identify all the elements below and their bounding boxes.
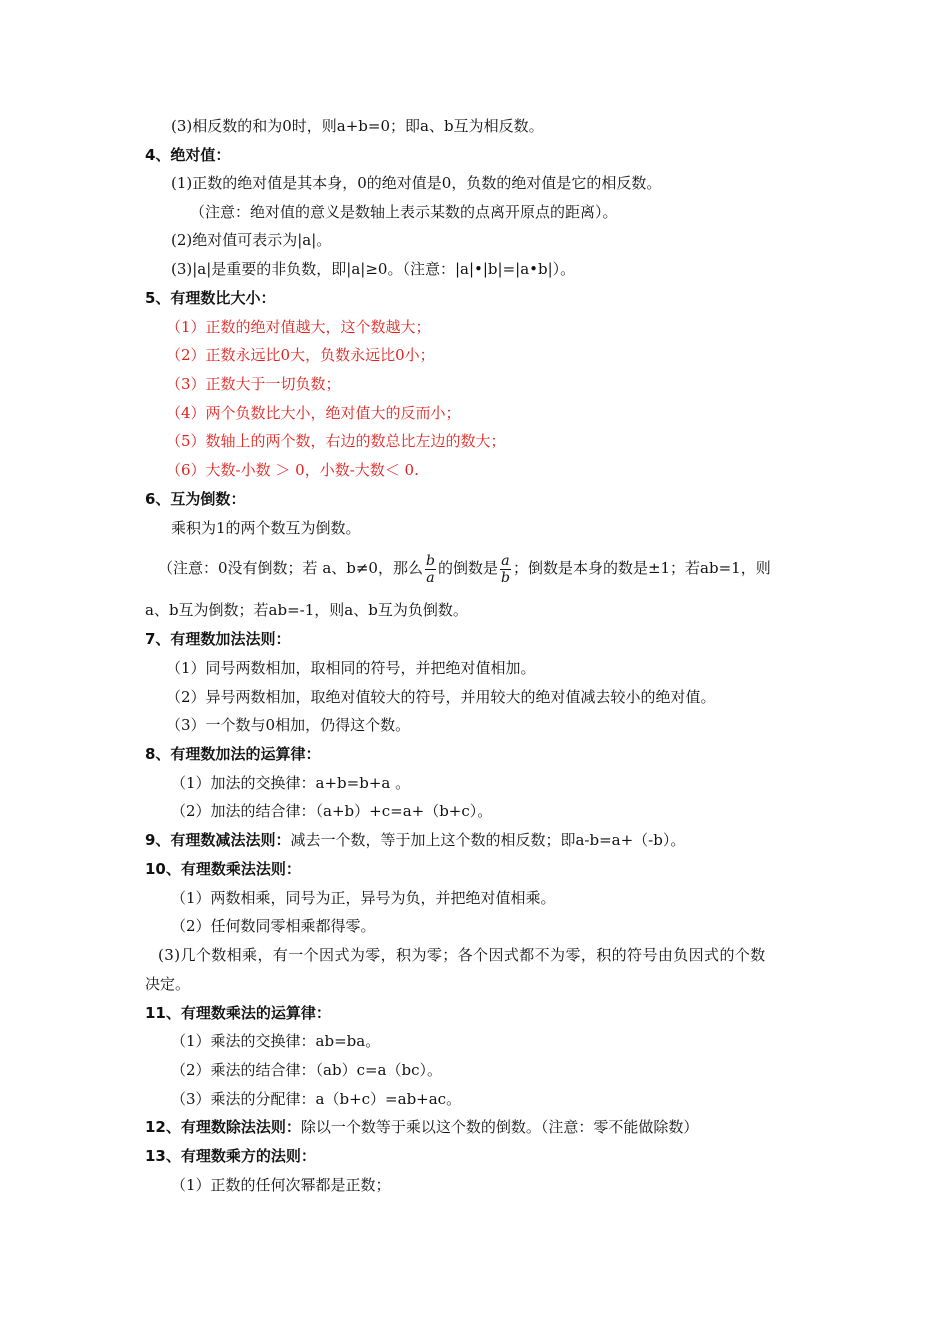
text-segment: 的倒数是 [437, 559, 498, 577]
fraction-denominator: b [500, 569, 510, 586]
text-line: （2）异号两数相加，取绝对值较大的符号，并用较大的绝对值减去较小的绝对值。 [166, 688, 716, 706]
section-heading: 6、互为倒数： [145, 490, 246, 508]
text-line: (3)几个数相乘，有一个因式为零，积为零；各个因式都不为零，积的符号由负因式的个数 [158, 946, 766, 964]
text-line: （1）乘法的交换律：ab=ba。 [171, 1032, 381, 1050]
section-heading: 5、有理数比大小： [145, 289, 276, 307]
text-segment: ；倒数是本身的数是±1；若ab=1，则 [512, 559, 771, 577]
text-segment: 除以一个数等于乘以这个数的倒数。（注意：零不能做除数） [300, 1118, 699, 1136]
rule-line: （1）正数的绝对值越大，这个数越大； [166, 318, 431, 336]
fraction-b-over-a [425, 553, 436, 586]
text-line: （1）同号两数相加，取相同的符号，并把绝对值相加。 [166, 659, 536, 677]
section-heading: 10、有理数乘法法则： [145, 860, 301, 878]
text-line: （2）乘法的结合律：（ab）c=a（bc）。 [171, 1061, 443, 1079]
rule-line: （4）两个负数比大小，绝对值大的反而小； [166, 404, 461, 422]
text-line: (3)|a|是重要的非负数，即|a|≥0。（注意：|a|•|b|=|a•b|）。 [171, 260, 576, 278]
text-line: （1）两数相乘，同号为正，异号为负，并把绝对值相乘。 [171, 889, 556, 907]
text-segment: （注意：0没有倒数；若 a、b≠0，那么 [158, 559, 423, 577]
text-line-with-fractions [158, 548, 771, 588]
text-line: (1)正数的绝对值是其本身，0的绝对值是0，负数的绝对值是它的相反数。 [171, 174, 662, 192]
section-heading: 7、有理数加法法则： [145, 630, 291, 648]
text-segment: 减去一个数，等于加上这个数的相反数；即a-b=a+（-b）。 [290, 831, 686, 849]
text-line: (3)相反数的和为0时，则a+b=0；即a、b互为相反数。 [171, 117, 544, 135]
text-line: （注意：绝对值的意义是数轴上表示某数的点离开原点的距离）。 [190, 203, 618, 221]
text-line: （1）正数的任何次幂都是正数； [171, 1176, 391, 1194]
text-line: 乘积为1的两个数互为倒数。 [171, 519, 361, 537]
text-line: （1）加法的交换律：a+b=b+a 。 [171, 774, 411, 792]
section-heading: 8、有理数加法的运算律： [145, 745, 321, 763]
text-line-with-heading [145, 830, 685, 850]
section-heading: 11、有理数乘法的运算律： [145, 1004, 331, 1022]
text-line: （3）一个数与0相加，仍得这个数。 [166, 716, 411, 734]
rule-line: （2）正数永远比0大，负数永远比0小； [166, 346, 435, 364]
fraction-numerator: b [425, 552, 435, 569]
rule-line: （6）大数-小数 ＞ 0，小数-大数＜ 0. [166, 461, 419, 479]
fraction-a-over-b [500, 553, 511, 586]
section-heading: 13、有理数乘方的法则： [145, 1147, 316, 1165]
text-line: 决定。 [145, 975, 191, 993]
section-heading: 9、有理数减法法则： [145, 831, 291, 849]
rule-line: （3）正数大于一切负数； [166, 375, 341, 393]
text-line: (2)绝对值可表示为|a|。 [171, 231, 332, 249]
text-line: a、b互为倒数；若ab=-1，则a、b互为负倒数。 [145, 601, 468, 619]
text-line: （3）乘法的分配律：a（b+c）=ab+ac。 [171, 1090, 462, 1108]
section-heading: 12、有理数除法法则： [145, 1118, 301, 1136]
rule-line: （5）数轴上的两个数，右边的数总比左边的数大； [166, 432, 506, 450]
fraction-numerator: a [501, 552, 510, 569]
text-line-with-heading [145, 1117, 698, 1137]
fraction-denominator: a [426, 569, 435, 586]
section-heading: 4、绝对值： [145, 146, 231, 164]
text-line: （2）任何数同零相乘都得零。 [171, 917, 376, 935]
text-line: （2）加法的结合律：（a+b）+c=a+（b+c）。 [171, 802, 493, 820]
